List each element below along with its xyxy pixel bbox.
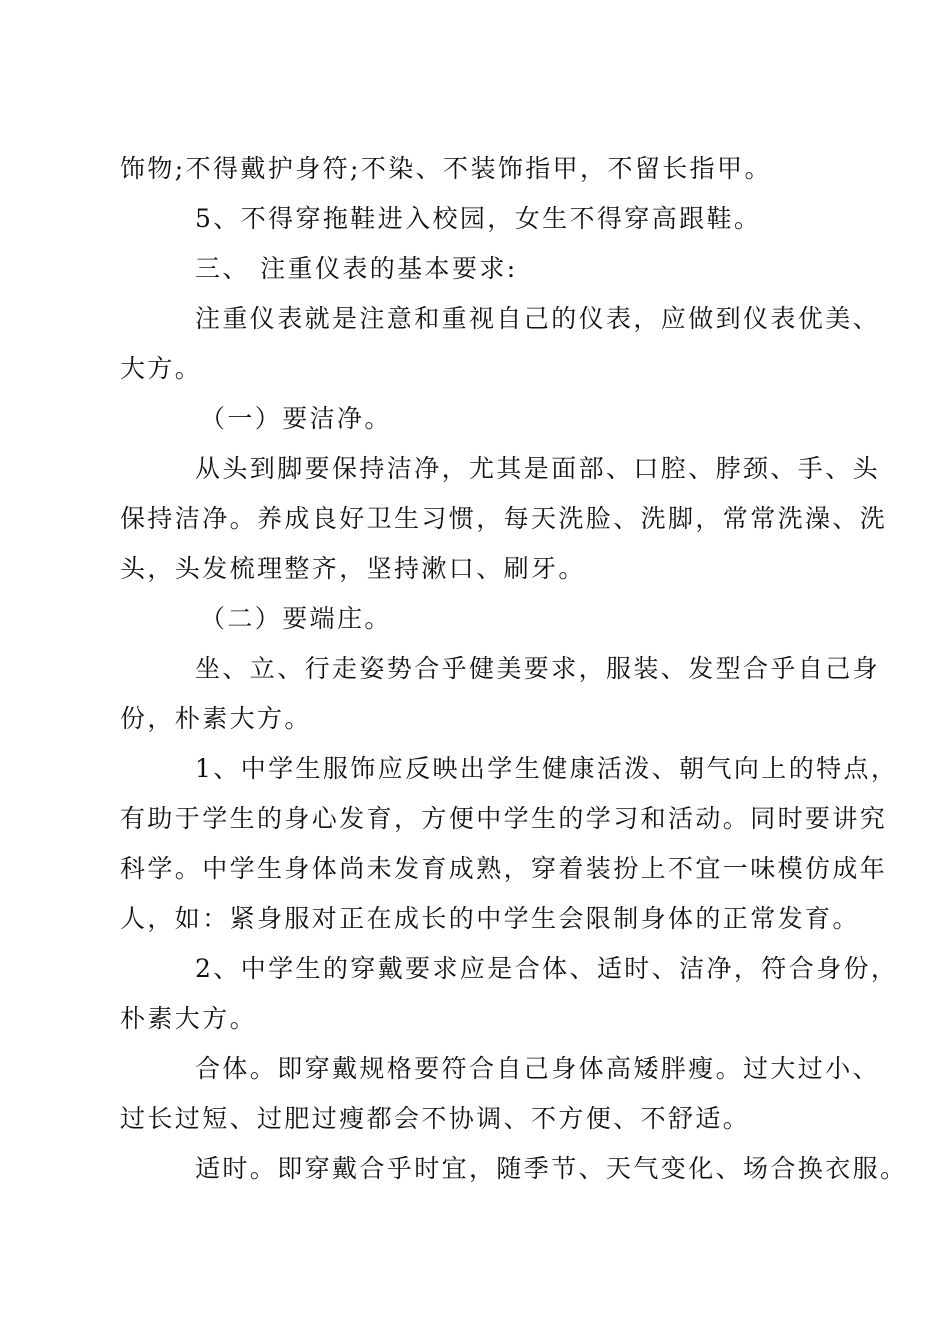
text-line: 保持洁净。养成良好卫生习惯，每天洗脸、洗脚，常常洗澡、洗 <box>120 504 888 533</box>
subsection-heading: （二）要端庄。 <box>200 604 392 633</box>
text-line: 人，如：紧身服对正在成长的中学生会限制身体的正常发育。 <box>120 904 860 933</box>
subsection-heading: （一）要洁净。 <box>200 404 392 433</box>
section-heading: 三、 注重仪表的基本要求: <box>195 254 518 283</box>
text-line: 合体。即穿戴规格要符合自己身体高矮胖瘦。过大过小、 <box>195 1054 881 1083</box>
text-line: 注重仪表就是注意和重视自己的仪表，应做到仪表优美、 <box>195 304 881 333</box>
text-line: 5、不得穿拖鞋进入校园，女生不得穿高跟鞋。 <box>195 204 762 233</box>
text-line: 坐、立、行走姿势合乎健美要求，服装、发型合乎自己身 <box>195 654 881 683</box>
text-line: 1、中学生服饰应反映出学生健康活泼、朝气向上的特点， <box>195 754 899 783</box>
text-line: 科学。中学生身体尚未发育成熟，穿着装扮上不宜一味模仿成年 <box>120 854 888 883</box>
text-line: 从头到脚要保持洁净，尤其是面部、口腔、脖颈、手、头 <box>195 454 881 483</box>
text-line: 份，朴素大方。 <box>120 704 312 733</box>
text-line: 有助于学生的身心发育，方便中学生的学习和活动。同时要讲究 <box>120 804 888 833</box>
text-line: 头，头发梳理整齐，坚持漱口、刷牙。 <box>120 554 586 583</box>
text-line: 2、中学生的穿戴要求应是合体、适时、洁净，符合身份， <box>195 954 899 983</box>
text-line: 饰物;不得戴护身符;不染、不装饰指甲，不留长指甲。 <box>120 154 772 183</box>
text-line: 适时。即穿戴合乎时宜，随季节、天气变化、场合换衣服。 <box>195 1154 908 1183</box>
text-line: 朴素大方。 <box>120 1004 258 1033</box>
text-line: 过长过短、过肥过瘦都会不协调、不方便、不舒适。 <box>120 1104 751 1133</box>
text-line: 大方。 <box>120 354 203 383</box>
